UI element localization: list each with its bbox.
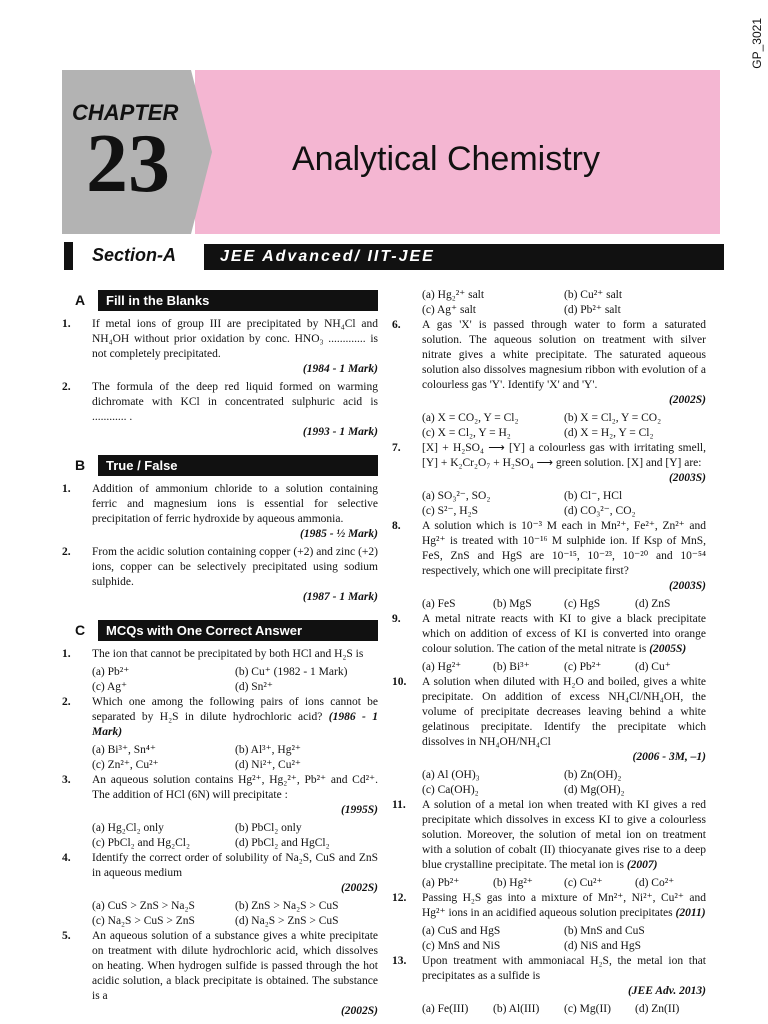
question xyxy=(62,773,378,818)
question-number: 13. xyxy=(392,955,407,967)
option: (d) PbCl₂ and HgCl₂ xyxy=(235,837,330,849)
option: (c) Ag⁺ xyxy=(92,681,128,693)
options xyxy=(62,665,378,695)
question xyxy=(62,482,378,542)
options xyxy=(392,1002,706,1017)
section-heading-mcq xyxy=(62,620,378,641)
question-text: From the acidic solution containing copper (+2) and zinc (+2) ions, copper can be selectively precipitated using sodium sulphide. xyxy=(92,546,378,588)
option: (c) Na₂S > CuS > ZnS xyxy=(92,915,195,927)
options xyxy=(392,768,706,798)
option: (d) Na₂S > ZnS > CuS xyxy=(235,915,339,927)
option: (c) X = Cl₂, Y = H₂ xyxy=(422,427,511,439)
option: (b) ZnS > Na₂S > CuS xyxy=(235,900,339,912)
question-year: (2002S) xyxy=(340,1005,378,1017)
document-code: GP_3021 xyxy=(750,18,764,69)
chapter-number: 23 xyxy=(86,117,170,210)
question xyxy=(62,929,378,1019)
section-letter: C xyxy=(74,622,86,638)
question-text: An aqueous solution of a substance gives a white precipitate on treatment with dilute hydrochloric acid, which dissolves on heating. When hydrogen sulfide is passed through the hot acidic solution, a black precipitate is obtained. The substance is a xyxy=(92,930,378,1002)
option: (d) X = H₂, Y = Cl₂ xyxy=(564,427,654,439)
right-column xyxy=(392,288,706,1017)
option: (a) Pb²⁺ xyxy=(422,877,460,889)
option: (b) Al³⁺, Hg²⁺ xyxy=(235,744,301,756)
question-year: (2007) xyxy=(626,859,658,871)
option: (c) MnS and NiS xyxy=(422,940,501,952)
question-year: (2006 - 3M, –1) xyxy=(632,751,706,763)
option: (c) Zn²⁺, Cu²⁺ xyxy=(92,759,159,771)
question-number: 2. xyxy=(62,381,71,393)
question xyxy=(62,545,378,605)
option: (c) PbCl₂ and Hg₂Cl₂ xyxy=(92,837,190,849)
question-year: (1984 - 1 Mark) xyxy=(302,363,378,375)
question-text: A solution which is 10⁻³ M each in Mn²⁺, Fe²⁺, Zn²⁺ and Hg²⁺ is treated with 10⁻¹⁶ M sulphide ion. If Ksp of MnS, FeS, ZnS and HgS are 10⁻¹⁵, 10⁻²³, 10⁻²⁰ and 10⁻⁵⁴ respectively, which one will precipitate first? xyxy=(422,520,706,577)
question-number: 9. xyxy=(392,613,401,625)
question-number: 4. xyxy=(62,852,71,864)
question xyxy=(62,851,378,896)
options xyxy=(392,924,706,954)
option: (c) HgS xyxy=(564,598,601,610)
option: (b) Zn(OH)₂ xyxy=(564,769,622,781)
option: (d) Pb²⁺ salt xyxy=(564,304,621,316)
question-number: 6. xyxy=(392,319,401,331)
option: (b) Cu⁺ (1982 - 1 Mark) xyxy=(235,666,348,678)
question-text: A metal nitrate reacts with KI to give a black precipitate which on addition of excess of KI is converted into orange colour solution. The cation of the metal nitrate is xyxy=(422,613,706,655)
option: (b) X = Cl₂, Y = CO₂ xyxy=(564,412,662,424)
question-year: (2002S) xyxy=(668,394,706,406)
option: (b) MnS and CuS xyxy=(564,925,645,937)
option: (c) Mg(II) xyxy=(564,1003,611,1015)
question-year: (1985 - ½ Mark) xyxy=(300,528,378,540)
option: (d) NiS and HgS xyxy=(564,940,641,952)
option: (a) Hg₂Cl₂ only xyxy=(92,822,164,834)
options xyxy=(392,876,706,891)
question-text: Addition of ammonium chloride to a solution containing ferric and magnesium ions is essential for selective precipitation of ferric hydroxide by aqueous ammonia. xyxy=(92,483,378,525)
question-number: 1. xyxy=(62,318,71,330)
section-letter: A xyxy=(74,292,86,308)
option: (c) Ca(OH)₂ xyxy=(422,784,479,796)
question-text: If metal ions of group III are precipitated by NH₄Cl and NH₄OH without prior oxidation by conc. HNO₃ ............. is not completely precipitated. xyxy=(92,318,378,360)
question-text: Upon treatment with ammoniacal H₂S, the metal ion that precipitates as a sulfide is xyxy=(422,955,706,982)
question-year: (1995S) xyxy=(340,804,378,816)
option: (a) Fe(III) xyxy=(422,1003,469,1015)
option: (a) Bi³⁺, Sn⁴⁺ xyxy=(92,744,156,756)
options xyxy=(62,821,378,851)
option: (d) Cu⁺ xyxy=(635,661,671,673)
question-number: 5. xyxy=(62,930,71,942)
question-number: 10. xyxy=(392,676,407,688)
option: (a) CuS > ZnS > Na₂S xyxy=(92,900,195,912)
chapter-title: Analytical Chemistry xyxy=(292,140,600,178)
option: (b) Bi³⁺ xyxy=(493,661,530,673)
option: (c) Ag⁺ salt xyxy=(422,304,476,316)
question-number: 7. xyxy=(392,442,401,454)
question-text: [X] + H₂SO₄ ⟶ [Y] a colourless gas with irritating smell, [Y] + K₂Cr₂O₇ + H₂SO₄ ⟶ green solution. [X] and [Y] are: xyxy=(422,442,706,469)
question xyxy=(392,441,706,486)
option: (b) Cu²⁺ salt xyxy=(564,289,623,301)
options xyxy=(392,411,706,441)
option: (a) Pb²⁺ xyxy=(92,666,130,678)
option: (a) X = CO₂, Y = Cl₂ xyxy=(422,412,519,424)
question xyxy=(392,519,706,594)
question xyxy=(62,647,378,662)
option: (c) Pb²⁺ xyxy=(564,661,602,673)
option: (b) Cl⁻, HCl xyxy=(564,490,623,502)
option: (d) Ni²⁺, Cu²⁺ xyxy=(235,759,301,771)
options xyxy=(392,660,706,675)
question-text: Identify the correct order of solubility of Na₂S, CuS and ZnS in aqueous medium xyxy=(92,852,378,879)
question-year: (1987 - 1 Mark) xyxy=(302,591,378,603)
option: (a) Hg²⁺ xyxy=(422,661,462,673)
question xyxy=(392,798,706,873)
options xyxy=(62,743,378,773)
question xyxy=(392,891,706,921)
section-label: True / False xyxy=(98,455,378,476)
question-number: 2. xyxy=(62,546,71,558)
question-text: An aqueous solution contains Hg²⁺, Hg₂²⁺, Pb²⁺ and Cd²⁺. The addition of HCl (6N) will precipitate : xyxy=(92,774,378,801)
option: (a) SO₃²⁻, SO₂ xyxy=(422,490,491,502)
section-letter: B xyxy=(74,457,86,473)
option: (d) Zn(II) xyxy=(635,1003,680,1015)
section-heading-truefalse xyxy=(62,455,378,476)
option: (a) Al (OH)₃ xyxy=(422,769,480,781)
question-year: (2011) xyxy=(675,907,706,919)
options xyxy=(62,899,378,929)
question xyxy=(392,612,706,657)
section-heading-fill xyxy=(62,290,378,311)
question-year: (JEE Adv. 2013) xyxy=(627,985,706,997)
section-name: Section-A xyxy=(92,245,177,265)
question-text: Passing H₂S gas into a mixture of Mn²⁺, Ni²⁺, Cu²⁺ and Hg²⁺ ions in an acidified aqueous solution precipitates xyxy=(422,892,706,919)
question xyxy=(392,318,706,408)
option: (d) Sn²⁺ xyxy=(235,681,273,693)
option: (d) CO₃²⁻, CO₂ xyxy=(564,505,636,517)
option: (d) Co²⁺ xyxy=(635,877,675,889)
section-marker xyxy=(64,242,73,270)
question xyxy=(62,317,378,377)
question xyxy=(62,380,378,440)
exam-banner: JEE Advanced/ IIT-JEE xyxy=(204,244,724,270)
question-year: (2002S) xyxy=(340,882,378,894)
question-number: 1. xyxy=(62,648,71,660)
question-text: A solution when diluted with H₂O and boiled, gives a white precipitate. On addition of excess NH₄Cl/NH₄OH, the volume of precipitate decreases leaving behind a white gelatinous precipitate. Identify the precipitate which dissolves in NH₄OH/NH₄Cl xyxy=(422,676,706,748)
question xyxy=(62,695,378,740)
question-year: (2003S) xyxy=(668,472,706,484)
left-column xyxy=(62,288,378,1022)
question-text: A gas 'X' is passed through water to form a saturated solution. The aqueous solution on treatment with silver nitrate gives a white precipitate. The saturated aqueous solution also dissolves magnesium ribbon with evolution of a colourless gas 'Y'. Identify 'X' and 'Y'. xyxy=(422,319,706,391)
chapter-word: CHAPTER xyxy=(72,100,179,125)
question-text: A solution of a metal ion when treated with KI gives a red precipitate which dissolves in excess KI to give a colourless solution. Moreover, the solution of metal ion on treatment with a solution of cobalt (II) thiocyanate gives rise to a deep blue crystalline precipitate. The metal ion is xyxy=(422,799,706,871)
option: (c) Cu²⁺ xyxy=(564,877,603,889)
question-text: The ion that cannot be precipitated by both HCl and H₂S is xyxy=(92,648,364,660)
option: (d) Mg(OH)₂ xyxy=(564,784,625,796)
option: (b) Hg²⁺ xyxy=(493,877,533,889)
section-label: Fill in the Blanks xyxy=(98,290,378,311)
question-year: (2003S) xyxy=(668,580,706,592)
question-year: (2005S) xyxy=(649,643,687,655)
option: (a) CuS and HgS xyxy=(422,925,501,937)
option: (a) FeS xyxy=(422,598,456,610)
question-number: 8. xyxy=(392,520,401,532)
question-number: 3. xyxy=(62,774,71,786)
section-label: MCQs with One Correct Answer xyxy=(98,620,378,641)
question-number: 12. xyxy=(392,892,407,904)
question-number: 11. xyxy=(392,799,406,811)
options xyxy=(392,597,706,612)
question-year: (1986 - 1 Mark) xyxy=(92,711,378,738)
option: (b) PbCl₂ only xyxy=(235,822,302,834)
options xyxy=(392,489,706,519)
question-text: Which one among the following pairs of ions cannot be separated by H₂S in dilute hydrochloric acid? xyxy=(92,696,378,723)
option: (a) Hg₂²⁺ salt xyxy=(422,289,485,301)
question-number: 2. xyxy=(62,696,71,708)
option: (b) Al(III) xyxy=(493,1003,540,1015)
question xyxy=(392,675,706,765)
option: (b) MgS xyxy=(493,598,532,610)
question-text: The formula of the deep red liquid formed on warming dichromate with KCl in concentrated sulphuric acid is ............ . xyxy=(92,381,378,423)
question xyxy=(392,954,706,999)
option: (d) ZnS xyxy=(635,598,671,610)
question-year: (1993 - 1 Mark) xyxy=(302,426,378,438)
options xyxy=(392,288,706,318)
question-number: 1. xyxy=(62,483,71,495)
option: (c) S²⁻, H₂S xyxy=(422,505,479,517)
